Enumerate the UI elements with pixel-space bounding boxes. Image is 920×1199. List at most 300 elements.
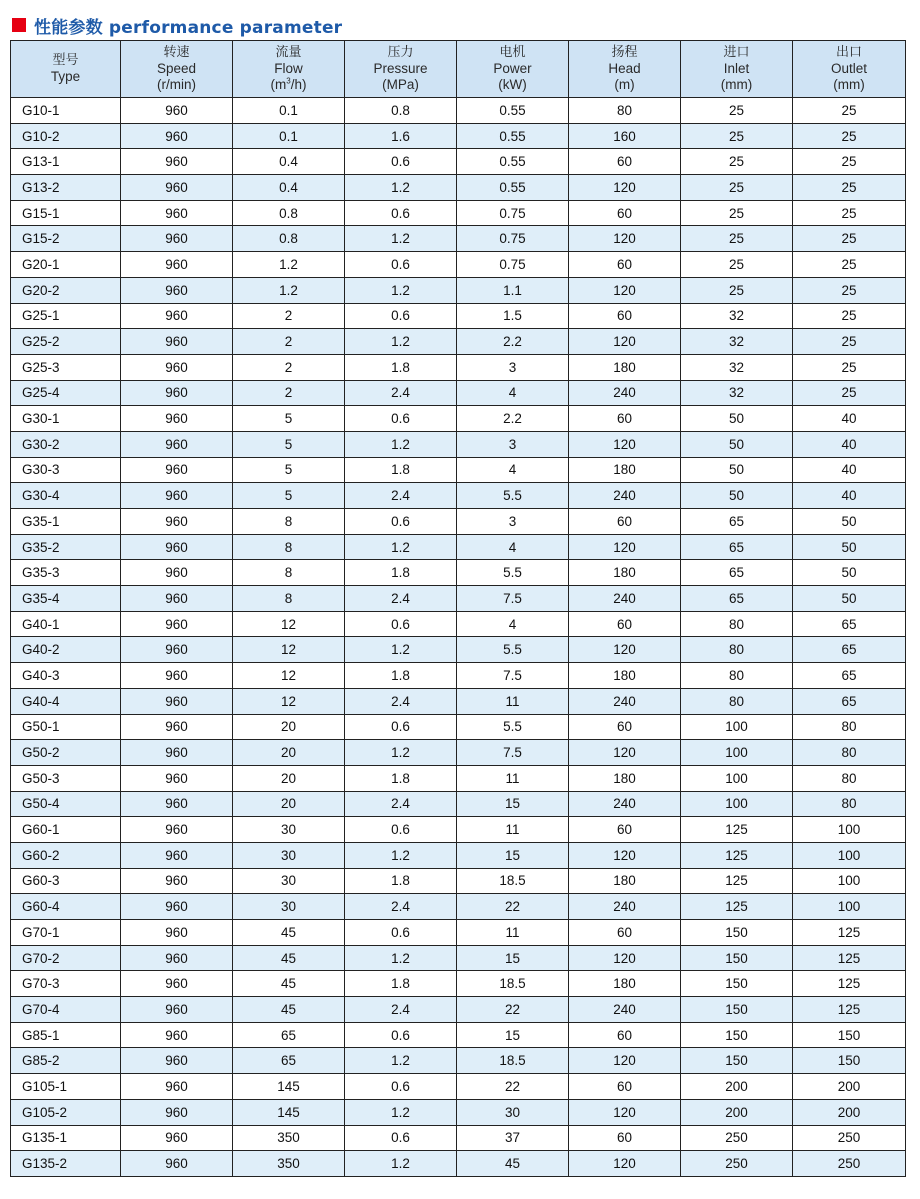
table-row xyxy=(11,1099,906,1125)
table-cell: 350 xyxy=(233,1125,345,1151)
table-cell: 12 xyxy=(233,637,345,663)
table-cell: 960 xyxy=(121,303,233,329)
table-cell: 200 xyxy=(793,1099,906,1125)
table-cell: 150 xyxy=(681,1048,793,1074)
table-cell: 60 xyxy=(569,406,681,432)
table-cell: 150 xyxy=(681,971,793,997)
table-cell: 50 xyxy=(681,483,793,509)
table-cell: 960 xyxy=(121,688,233,714)
table-row xyxy=(11,534,906,560)
table-cell: 125 xyxy=(681,894,793,920)
table-cell: 25 xyxy=(793,277,906,303)
table-cell: 100 xyxy=(793,894,906,920)
type-cell: G70-4 xyxy=(11,997,121,1023)
table-cell: 45 xyxy=(233,945,345,971)
type-cell: G60-3 xyxy=(11,868,121,894)
table-cell: 960 xyxy=(121,534,233,560)
table-cell: 25 xyxy=(793,226,906,252)
table-row xyxy=(11,509,906,535)
table-cell: 25 xyxy=(681,252,793,278)
table-row xyxy=(11,1048,906,1074)
table-row xyxy=(11,791,906,817)
column-header-unit: (m) xyxy=(614,77,635,92)
table-cell: 1.2 xyxy=(345,740,457,766)
table-cell: 11 xyxy=(457,765,569,791)
table-cell: 960 xyxy=(121,431,233,457)
table-cell: 22 xyxy=(457,894,569,920)
type-cell: G50-1 xyxy=(11,714,121,740)
table-cell: 65 xyxy=(681,509,793,535)
table-cell: 960 xyxy=(121,611,233,637)
table-cell: 145 xyxy=(233,1099,345,1125)
table-row xyxy=(11,149,906,175)
table-row xyxy=(11,354,906,380)
table-cell: 150 xyxy=(681,997,793,1023)
table-cell: 120 xyxy=(569,637,681,663)
table-cell: 4 xyxy=(457,611,569,637)
table-cell: 25 xyxy=(793,380,906,406)
table-row xyxy=(11,688,906,714)
table-cell: 2.2 xyxy=(457,329,569,355)
table-cell: 1.8 xyxy=(345,457,457,483)
column-header xyxy=(457,41,569,98)
table-cell: 960 xyxy=(121,894,233,920)
column-header xyxy=(793,41,906,98)
table-cell: 960 xyxy=(121,1074,233,1100)
table-cell: 30 xyxy=(233,817,345,843)
type-cell: G40-3 xyxy=(11,663,121,689)
table-cell: 25 xyxy=(793,123,906,149)
table-cell: 80 xyxy=(793,714,906,740)
table-cell: 960 xyxy=(121,1151,233,1177)
table-cell: 2.4 xyxy=(345,586,457,612)
table-cell: 960 xyxy=(121,765,233,791)
table-cell: 7.5 xyxy=(457,586,569,612)
type-cell: G20-1 xyxy=(11,252,121,278)
table-cell: 60 xyxy=(569,149,681,175)
table-cell: 2.4 xyxy=(345,997,457,1023)
table-cell: 25 xyxy=(793,252,906,278)
column-header-unit: $(m^3/h)$ xyxy=(270,76,307,92)
table-cell: 0.8 xyxy=(233,226,345,252)
table-cell: 240 xyxy=(569,586,681,612)
table-body xyxy=(11,98,906,1177)
table-cell: 80 xyxy=(681,663,793,689)
table-cell: 100 xyxy=(681,765,793,791)
table-cell: 50 xyxy=(681,457,793,483)
table-cell: 0.75 xyxy=(457,252,569,278)
table-cell: 0.6 xyxy=(345,252,457,278)
table-cell: 60 xyxy=(569,1125,681,1151)
table-cell: 25 xyxy=(681,175,793,201)
table-cell: 25 xyxy=(681,98,793,124)
table-cell: 65 xyxy=(233,1022,345,1048)
column-header xyxy=(11,41,121,98)
column-header-en: Type xyxy=(50,69,81,84)
table-cell: 65 xyxy=(233,1048,345,1074)
table-cell: 65 xyxy=(681,560,793,586)
table-cell: 60 xyxy=(569,252,681,278)
type-cell: G30-4 xyxy=(11,483,121,509)
column-header-cn: 型号 xyxy=(52,53,79,68)
column-header xyxy=(121,41,233,98)
column-header-en: Outlet xyxy=(830,61,868,76)
table-cell: 20 xyxy=(233,740,345,766)
column-header-cn: 转速 xyxy=(163,45,190,60)
table-cell: 40 xyxy=(793,483,906,509)
type-cell: G60-4 xyxy=(11,894,121,920)
table-cell: 0.4 xyxy=(233,149,345,175)
table-cell: 45 xyxy=(233,971,345,997)
table-row xyxy=(11,714,906,740)
column-header xyxy=(233,41,345,98)
table-cell: 0.6 xyxy=(345,509,457,535)
type-cell: G105-1 xyxy=(11,1074,121,1100)
table-cell: 960 xyxy=(121,252,233,278)
table-cell: 20 xyxy=(233,765,345,791)
table-cell: 20 xyxy=(233,714,345,740)
type-cell: G30-2 xyxy=(11,431,121,457)
table-cell: 960 xyxy=(121,586,233,612)
table-cell: 80 xyxy=(793,740,906,766)
table-cell: 5 xyxy=(233,457,345,483)
table-cell: 65 xyxy=(681,586,793,612)
table-cell: 11 xyxy=(457,688,569,714)
table-cell: 2.4 xyxy=(345,894,457,920)
table-cell: 180 xyxy=(569,868,681,894)
type-cell: G50-2 xyxy=(11,740,121,766)
type-cell: G70-2 xyxy=(11,945,121,971)
table-cell: 960 xyxy=(121,329,233,355)
table-cell: 30 xyxy=(233,868,345,894)
table-cell: 150 xyxy=(681,1022,793,1048)
table-cell: 7.5 xyxy=(457,663,569,689)
column-header xyxy=(681,41,793,98)
table-cell: 960 xyxy=(121,354,233,380)
table-cell: 1.8 xyxy=(345,971,457,997)
type-cell: G60-2 xyxy=(11,842,121,868)
column-header-cn: 压力 xyxy=(387,45,414,60)
table-cell: 25 xyxy=(793,98,906,124)
column-header-unit: (mm) xyxy=(720,77,753,92)
table-cell: 145 xyxy=(233,1074,345,1100)
table-row xyxy=(11,997,906,1023)
table-cell: 0.8 xyxy=(233,200,345,226)
table-cell: 0.1 xyxy=(233,98,345,124)
type-cell: G25-2 xyxy=(11,329,121,355)
table-cell: 20 xyxy=(233,791,345,817)
table-cell: 125 xyxy=(793,971,906,997)
table-cell: 1.2 xyxy=(345,431,457,457)
table-cell: 1.2 xyxy=(345,277,457,303)
table-cell: 1.2 xyxy=(345,534,457,560)
section-title xyxy=(12,13,342,37)
table-row xyxy=(11,586,906,612)
table-cell: 0.6 xyxy=(345,611,457,637)
table-cell: 180 xyxy=(569,354,681,380)
table-row xyxy=(11,920,906,946)
table-cell: 50 xyxy=(793,586,906,612)
type-cell: G85-2 xyxy=(11,1048,121,1074)
table-cell: 45 xyxy=(457,1151,569,1177)
table-cell: 960 xyxy=(121,406,233,432)
table-cell: 960 xyxy=(121,971,233,997)
table-cell: 60 xyxy=(569,714,681,740)
table-row xyxy=(11,252,906,278)
table-cell: 240 xyxy=(569,894,681,920)
table-cell: 60 xyxy=(569,303,681,329)
table-row xyxy=(11,765,906,791)
type-cell: G35-1 xyxy=(11,509,121,535)
table-cell: 30 xyxy=(233,894,345,920)
table-cell: 960 xyxy=(121,175,233,201)
table-cell: 60 xyxy=(569,509,681,535)
table-cell: 5.5 xyxy=(457,714,569,740)
table-cell: 50 xyxy=(793,509,906,535)
table-cell: 0.6 xyxy=(345,200,457,226)
table-cell: 960 xyxy=(121,637,233,663)
table-cell: 0.6 xyxy=(345,920,457,946)
table-row xyxy=(11,175,906,201)
table-cell: 960 xyxy=(121,740,233,766)
table-cell: 5.5 xyxy=(457,483,569,509)
table-cell: 5 xyxy=(233,483,345,509)
table-cell: 60 xyxy=(569,1022,681,1048)
table-row xyxy=(11,98,906,124)
table-row xyxy=(11,663,906,689)
table-cell: 25 xyxy=(793,175,906,201)
table-cell: 2.4 xyxy=(345,380,457,406)
table-cell: 50 xyxy=(681,431,793,457)
table-cell: 50 xyxy=(793,534,906,560)
table-cell: 25 xyxy=(681,123,793,149)
type-cell: G70-3 xyxy=(11,971,121,997)
table-cell: 150 xyxy=(793,1022,906,1048)
table-cell: 0.6 xyxy=(345,714,457,740)
table-cell: 25 xyxy=(793,329,906,355)
table-cell: 22 xyxy=(457,997,569,1023)
type-cell: G15-1 xyxy=(11,200,121,226)
table-cell: 1.2 xyxy=(345,329,457,355)
table-cell: 15 xyxy=(457,842,569,868)
table-cell: 11 xyxy=(457,817,569,843)
table-cell: 960 xyxy=(121,1048,233,1074)
table-cell: 250 xyxy=(681,1125,793,1151)
column-header-en: Pressure xyxy=(373,61,428,76)
table-cell: 960 xyxy=(121,791,233,817)
table-cell: 960 xyxy=(121,98,233,124)
table-cell: 180 xyxy=(569,457,681,483)
table-cell: 960 xyxy=(121,868,233,894)
table-cell: 120 xyxy=(569,1048,681,1074)
table-header-row xyxy=(11,41,906,98)
table-cell: 0.8 xyxy=(345,98,457,124)
table-cell: 120 xyxy=(569,945,681,971)
table-cell: 240 xyxy=(569,483,681,509)
table-cell: 15 xyxy=(457,1022,569,1048)
table-cell: 1.8 xyxy=(345,354,457,380)
table-cell: 15 xyxy=(457,945,569,971)
column-header-en: Power xyxy=(493,61,532,76)
table-cell: 120 xyxy=(569,226,681,252)
column-header-en: Inlet xyxy=(723,61,750,76)
table-cell: 5.5 xyxy=(457,637,569,663)
table-cell: 1.6 xyxy=(345,123,457,149)
table-cell: 120 xyxy=(569,431,681,457)
table-row xyxy=(11,457,906,483)
table-cell: 960 xyxy=(121,560,233,586)
column-header-en: Speed xyxy=(156,61,197,76)
table-cell: 1.8 xyxy=(345,868,457,894)
table-cell: 80 xyxy=(681,688,793,714)
table-cell: 120 xyxy=(569,329,681,355)
table-cell: 0.6 xyxy=(345,149,457,175)
table-cell: 1.8 xyxy=(345,560,457,586)
table-cell: 150 xyxy=(681,945,793,971)
table-cell: 200 xyxy=(793,1074,906,1100)
table-cell: 960 xyxy=(121,663,233,689)
type-cell: G10-1 xyxy=(11,98,121,124)
table-cell: 2 xyxy=(233,303,345,329)
type-cell: G40-2 xyxy=(11,637,121,663)
table-cell: 125 xyxy=(681,868,793,894)
table-cell: 120 xyxy=(569,740,681,766)
table-row xyxy=(11,329,906,355)
table-cell: 32 xyxy=(681,380,793,406)
table-cell: 960 xyxy=(121,277,233,303)
table-cell: 1.2 xyxy=(345,945,457,971)
table-cell: 120 xyxy=(569,277,681,303)
table-cell: 2.2 xyxy=(457,406,569,432)
table-row xyxy=(11,483,906,509)
table-row xyxy=(11,380,906,406)
table-row xyxy=(11,560,906,586)
column-header-cn: 电机 xyxy=(499,45,526,60)
table-cell: 960 xyxy=(121,1125,233,1151)
type-cell: G35-3 xyxy=(11,560,121,586)
table-cell: 100 xyxy=(793,842,906,868)
table-cell: 350 xyxy=(233,1151,345,1177)
table-cell: 50 xyxy=(793,560,906,586)
table-cell: 960 xyxy=(121,123,233,149)
column-header-unit: (r/min) xyxy=(157,77,196,92)
table-cell: 150 xyxy=(681,920,793,946)
table-cell: 960 xyxy=(121,920,233,946)
table-cell: 0.55 xyxy=(457,149,569,175)
table-cell: 4 xyxy=(457,380,569,406)
table-row xyxy=(11,277,906,303)
table-cell: 40 xyxy=(793,406,906,432)
table-cell: 1.2 xyxy=(345,842,457,868)
table-cell: 120 xyxy=(569,1099,681,1125)
table-cell: 0.1 xyxy=(233,123,345,149)
table-row xyxy=(11,945,906,971)
table-cell: 40 xyxy=(793,457,906,483)
table-cell: 25 xyxy=(793,354,906,380)
table-cell: 8 xyxy=(233,534,345,560)
table-cell: 150 xyxy=(793,1048,906,1074)
table-row xyxy=(11,817,906,843)
performance-table xyxy=(10,40,906,1177)
table-cell: 0.6 xyxy=(345,303,457,329)
type-cell: G30-1 xyxy=(11,406,121,432)
type-cell: G50-4 xyxy=(11,791,121,817)
table-cell: 80 xyxy=(569,98,681,124)
table-cell: 125 xyxy=(681,842,793,868)
table-cell: 100 xyxy=(793,817,906,843)
table-cell: 18.5 xyxy=(457,971,569,997)
table-cell: 0.4 xyxy=(233,175,345,201)
table-cell: 1.1 xyxy=(457,277,569,303)
table-cell: 25 xyxy=(681,200,793,226)
table-cell: 240 xyxy=(569,791,681,817)
type-cell: G135-2 xyxy=(11,1151,121,1177)
type-cell: G25-4 xyxy=(11,380,121,406)
table-row xyxy=(11,611,906,637)
table-cell: 180 xyxy=(569,765,681,791)
table-cell: 32 xyxy=(681,354,793,380)
table-cell: 5 xyxy=(233,406,345,432)
column-header-en: Head xyxy=(608,61,641,76)
table-cell: 240 xyxy=(569,688,681,714)
table-cell: 0.6 xyxy=(345,1074,457,1100)
type-cell: G35-2 xyxy=(11,534,121,560)
table-cell: 960 xyxy=(121,226,233,252)
table-cell: 1.8 xyxy=(345,663,457,689)
table-cell: 200 xyxy=(681,1074,793,1100)
column-header-unit: (mm) xyxy=(833,77,865,92)
table-cell: 100 xyxy=(681,791,793,817)
table-cell: 960 xyxy=(121,997,233,1023)
table-cell: 1.2 xyxy=(345,175,457,201)
table-cell: 0.6 xyxy=(345,1125,457,1151)
table-row xyxy=(11,637,906,663)
table-cell: 65 xyxy=(793,611,906,637)
table-cell: 960 xyxy=(121,457,233,483)
table-cell: 250 xyxy=(793,1151,906,1177)
table-row xyxy=(11,303,906,329)
table-cell: 2.4 xyxy=(345,688,457,714)
table-row xyxy=(11,226,906,252)
type-cell: G85-1 xyxy=(11,1022,121,1048)
type-cell: G25-3 xyxy=(11,354,121,380)
type-cell: G15-2 xyxy=(11,226,121,252)
table-row xyxy=(11,1074,906,1100)
table-cell: 2.4 xyxy=(345,791,457,817)
table-cell: 125 xyxy=(793,997,906,1023)
table-cell: 25 xyxy=(793,200,906,226)
table-cell: 0.6 xyxy=(345,1022,457,1048)
table-cell: 0.75 xyxy=(457,200,569,226)
table-cell: 960 xyxy=(121,945,233,971)
table-cell: 60 xyxy=(569,920,681,946)
table-cell: 60 xyxy=(569,1074,681,1100)
table-cell: 960 xyxy=(121,149,233,175)
table-cell: 1.2 xyxy=(345,1099,457,1125)
table-cell: 30 xyxy=(457,1099,569,1125)
table-cell: 1.2 xyxy=(345,637,457,663)
table-cell: 12 xyxy=(233,663,345,689)
table-cell: 32 xyxy=(681,303,793,329)
table-cell: 100 xyxy=(793,868,906,894)
table-row xyxy=(11,123,906,149)
table-cell: 120 xyxy=(569,175,681,201)
table-cell: 60 xyxy=(569,611,681,637)
table-cell: 12 xyxy=(233,688,345,714)
table-cell: 65 xyxy=(793,663,906,689)
table-cell: 100 xyxy=(681,714,793,740)
table-cell: 2 xyxy=(233,380,345,406)
